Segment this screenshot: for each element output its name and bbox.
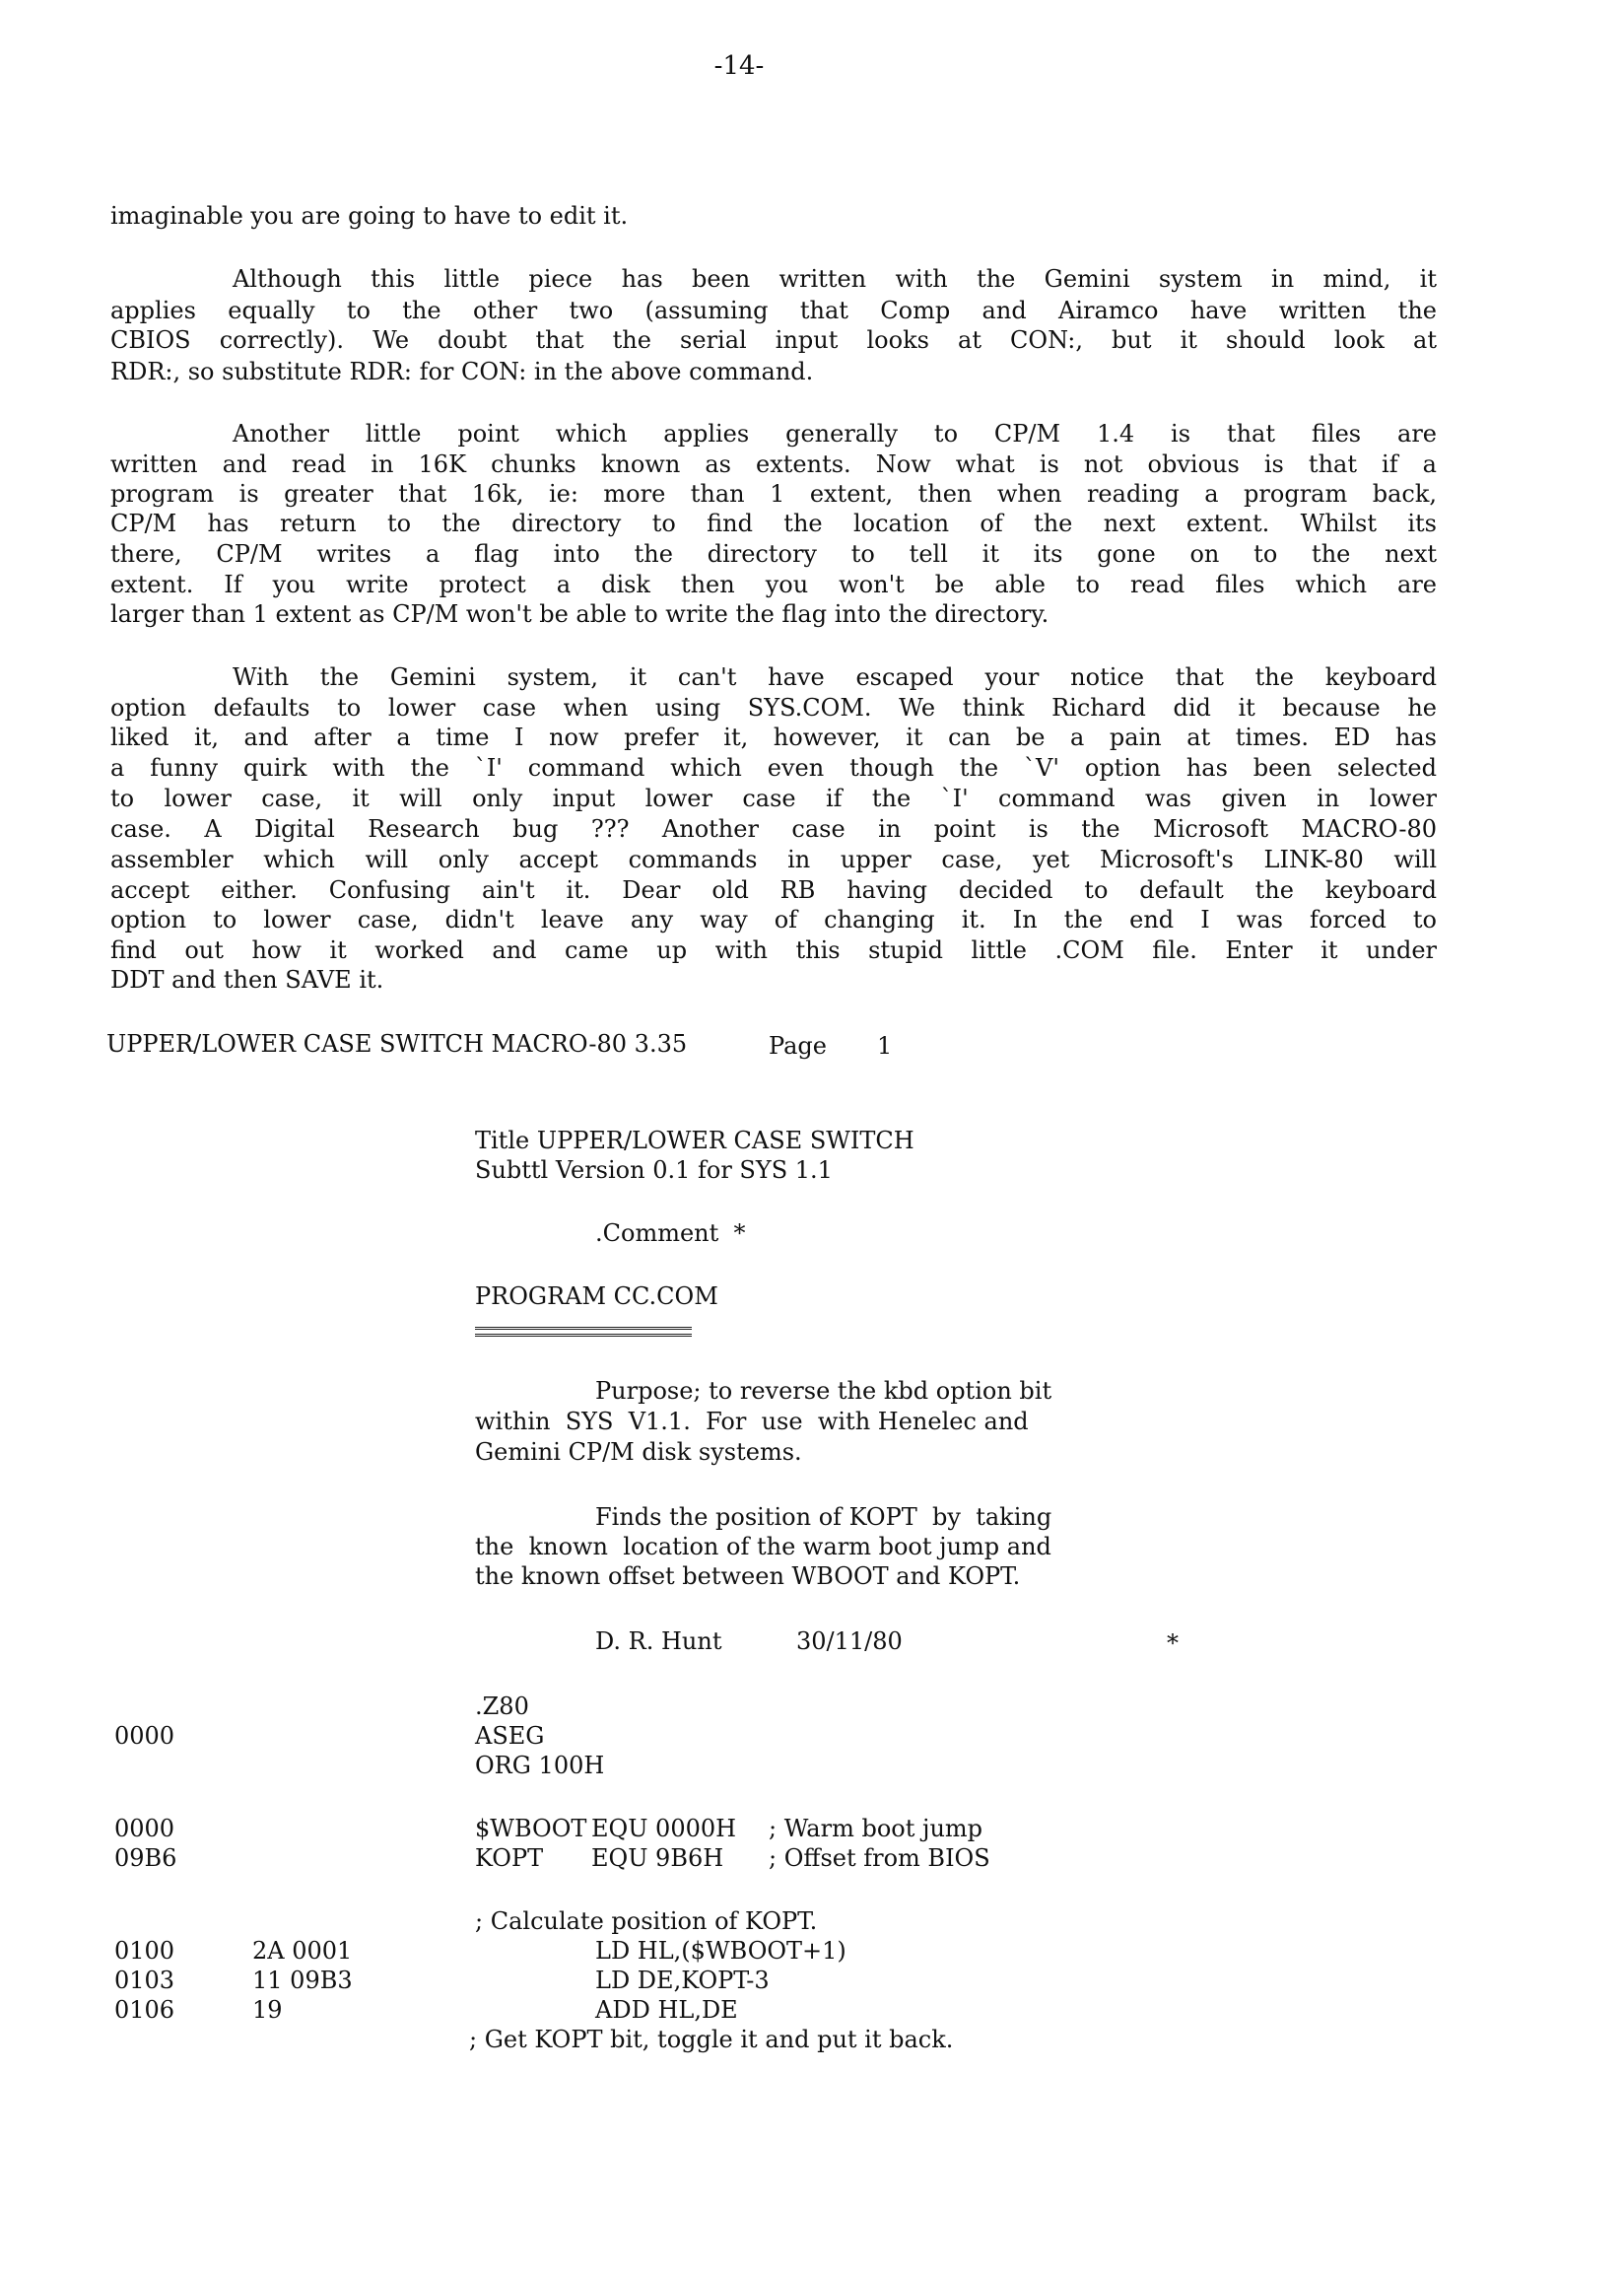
finds-line: Finds the position of KOPT by taking xyxy=(595,1503,1052,1531)
listing-address: 0000 xyxy=(114,1722,175,1750)
listing-label: .Z80 xyxy=(475,1692,529,1720)
paragraph-line: case. A Digital Research bug ??? Another case in point is the Microsoft MACRO-80 xyxy=(110,815,1437,843)
listing-operation: LD HL,($WBOOT+1) xyxy=(595,1937,846,1965)
paragraph-line: larger than 1 extent as CP/M won't be able to write the flag into the directory. xyxy=(110,600,1049,628)
listing-header-title: UPPER/LOWER CASE SWITCH MACRO-80 3.35 xyxy=(106,1030,688,1058)
listing-label: $WBOOT xyxy=(475,1815,587,1842)
listing-address: 09B6 xyxy=(114,1844,177,1872)
listing-label: KOPT xyxy=(475,1844,544,1872)
paragraph-line: imaginable you are going to have to edit it. xyxy=(110,202,629,230)
listing-subtitle-line: Subttl Version 0.1 for SYS 1.1 xyxy=(475,1156,833,1184)
comment-open: .Comment * xyxy=(595,1219,746,1247)
purpose-line: within SYS V1.1. For use with Henelec and xyxy=(475,1408,1029,1435)
author: D. R. Hunt xyxy=(595,1627,722,1655)
listing-address: 0000 xyxy=(114,1815,175,1842)
paragraph-line: With the Gemini system, it can't have escaped your notice that the keyboard xyxy=(233,663,1437,691)
listing-object-code: 2A 0001 xyxy=(252,1937,353,1965)
paragraph-line: a funny quirk with the `I' command which even though the `V' option has been selected xyxy=(110,754,1437,782)
listing-address: 0106 xyxy=(114,1996,175,2024)
listing-label: ORG 100H xyxy=(475,1752,605,1779)
finds-line: the known location of the warm boot jump and xyxy=(475,1533,1051,1560)
paragraph-line: applies equally to the other two (assuming that Comp and Airamco have written the xyxy=(110,297,1437,324)
paragraph-line: option to lower case, didn't leave any way of changing it. In the end I was forced to xyxy=(110,906,1437,933)
listing-address: 0100 xyxy=(114,1937,175,1965)
listing-comment: ; Warm boot jump xyxy=(769,1815,983,1842)
listing-label: ASEG xyxy=(475,1722,545,1750)
paragraph-line: CP/M has return to the directory to find the location of the next extent. Whilst its xyxy=(110,510,1437,537)
paragraph-line: to lower case, it will only input lower case if the `I' command was given in lower xyxy=(110,785,1437,812)
listing-title-line: Title UPPER/LOWER CASE SWITCH xyxy=(475,1127,914,1154)
paragraph-line: Although this little piece has been written with the Gemini system in mind, it xyxy=(233,265,1437,293)
paragraph-line: written and read in 16K chunks known as extents. Now what is not obvious is that if a xyxy=(110,450,1437,478)
paragraph-line: Another little point which applies generally to CP/M 1.4 is that files are xyxy=(233,420,1437,448)
listing-operation: ADD HL,DE xyxy=(595,1996,738,2024)
page-number: -14- xyxy=(713,51,765,81)
paragraph-line: accept either. Confusing ain't it. Dear old RB having decided to default the keyboard xyxy=(110,876,1437,904)
paragraph-line: DDT and then SAVE it. xyxy=(110,966,384,994)
program-name: PROGRAM CC.COM xyxy=(475,1282,718,1310)
finds-line: the known offset between WBOOT and KOPT. xyxy=(475,1562,1021,1590)
paragraph-line: CBIOS correctly). We doubt that the serial input looks at CON:, but it should look at xyxy=(110,326,1437,354)
listing-object-code: 11 09B3 xyxy=(252,1967,353,1994)
listing-operation: EQU 9B6H xyxy=(591,1844,724,1872)
listing-label: ; Get KOPT bit, toggle it and put it back. xyxy=(469,2026,954,2053)
comment-close: * xyxy=(1167,1629,1179,1657)
listing-label: ; Calculate position of KOPT. xyxy=(475,1907,818,1935)
listing-object-code: 19 xyxy=(252,1996,283,2024)
listing-comment: ; Offset from BIOS xyxy=(769,1844,990,1872)
listing-operation: LD DE,KOPT-3 xyxy=(595,1967,770,1994)
date: 30/11/80 xyxy=(796,1627,903,1655)
listing-page-value: 1 xyxy=(877,1032,893,1060)
paragraph-line: program is greater that 16k, ie: more than 1 extent, then when reading a program back, xyxy=(110,480,1437,508)
paragraph-line: liked it, and after a time I now prefer it, however, it can be a pain at times. ED has xyxy=(110,724,1437,751)
listing-page-label: Page xyxy=(769,1032,827,1060)
paragraph-line: extent. If you write protect a disk then you won't be able to read files which are xyxy=(110,571,1437,598)
double-underline-divider xyxy=(475,1327,692,1337)
paragraph-line: RDR:, so substitute RDR: for CON: in the above command. xyxy=(110,358,814,385)
listing-operation: EQU 0000H xyxy=(591,1815,737,1842)
paragraph-line: assembler which will only accept commands in upper case, yet Microsoft's LINK-80 will xyxy=(110,846,1437,873)
listing-address: 0103 xyxy=(114,1967,175,1994)
paragraph-line: option defaults to lower case when using SYS.COM. We think Richard did it because he xyxy=(110,694,1437,722)
purpose-line: Purpose; to reverse the kbd option bit xyxy=(595,1377,1052,1405)
paragraph-line: there, CP/M writes a flag into the directory to tell it its gone on to the next xyxy=(110,540,1437,568)
paragraph-line: find out how it worked and came up with this stupid little .COM file. Enter it under xyxy=(110,936,1437,964)
purpose-line: Gemini CP/M disk systems. xyxy=(475,1438,802,1466)
